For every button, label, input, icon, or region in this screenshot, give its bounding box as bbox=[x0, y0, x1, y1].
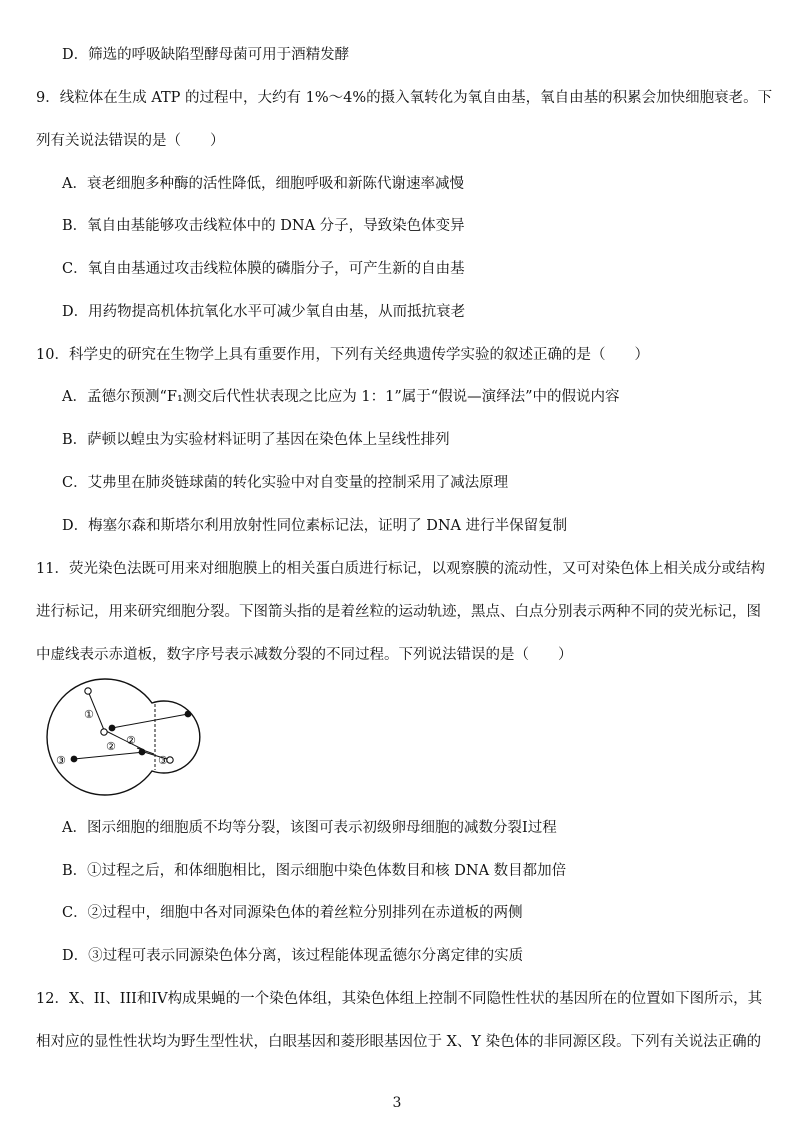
trajectory-3 bbox=[112, 714, 188, 728]
q11-stem-line1: 11．荧光染色法既可用来对细胞膜上的相关蛋白质进行标记，以观察膜的流动性，又可对染色体上相关成分或结构 bbox=[36, 561, 765, 577]
label-process-3b: ③ bbox=[158, 754, 168, 767]
q9-stem-line2: 列有关说法错误的是（ ） bbox=[36, 133, 225, 149]
q10-option-b: B．萨顿以蝗虫为实验材料证明了基因在染色体上呈线性排列 bbox=[62, 432, 450, 448]
q10-option-d: D．梅塞尔森和斯塔尔利用放射性同位素标记法，证明了 DNA 进行半保留复制 bbox=[62, 518, 568, 534]
q11-option-c: C．②过程中，细胞中各对同源染色体的着丝粒分别排列在赤道板的两侧 bbox=[62, 905, 523, 921]
label-process-2b: ② bbox=[126, 734, 136, 747]
label-process-3a: ③ bbox=[56, 754, 66, 767]
black-marker-lower bbox=[139, 749, 146, 756]
black-marker-left bbox=[71, 756, 78, 763]
q10-option-a: A．孟德尔预测“F₁测交后代性状表现之比应为 1：1”属于“假说—演绎法”中的假说内容 bbox=[62, 389, 620, 405]
q10-option-c: C．艾弗里在肺炎链球菌的转化实验中对自变量的控制采用了减法原理 bbox=[62, 475, 509, 491]
label-process-2a: ② bbox=[106, 740, 116, 753]
q12-stem-line1: 12．X、II、III和IV构成果蝇的一个染色体组，其染色体组上控制不同隐性性状的基因所在的位置如下图所示，其 bbox=[36, 991, 763, 1007]
white-marker-top bbox=[85, 688, 91, 694]
q9-option-a: A．衰老细胞多种酶的活性降低，细胞呼吸和新陈代谢速率减慢 bbox=[62, 176, 464, 192]
q11-option-b: B．①过程之后，和体细胞相比，图示细胞中染色体数目和核 DNA 数目都加倍 bbox=[62, 863, 567, 879]
q11-option-d: D．③过程可表示同源染色体分离，该过程能体现孟德尔分离定律的实质 bbox=[62, 948, 524, 964]
q12-stem-line2: 相对应的显性性状均为野生型性状，白眼基因和菱形眼基因位于 X、Y 染色体的非同源区段。下列有关说法正确的 bbox=[36, 1034, 762, 1050]
black-marker-right bbox=[185, 711, 192, 718]
q11-stem-line3: 中虚线表示赤道板，数字序号表示减数分裂的不同过程。下列说法错误的是（ ） bbox=[36, 647, 573, 663]
q9-option-d: D．用药物提高机体抗氧化水平可减少氧自由基，从而抵抗衰老 bbox=[62, 304, 466, 320]
q11-option-a: A．图示细胞的细胞质不均等分裂，该图可表示初级卵母细胞的减数分裂I过程 bbox=[62, 820, 557, 836]
black-marker-center bbox=[109, 725, 116, 732]
q11-stem-line2: 进行标记，用来研究细胞分裂。下图箭头指的是着丝粒的运动轨迹，黑点、白点分别表示两种不同的荧光标记，图 bbox=[36, 604, 761, 620]
q10-stem-line1: 10．科学史的研究在生物学上具有重要作用，下列有关经典遗传学实验的叙述正确的是（ ） bbox=[36, 347, 649, 363]
trajectory-4 bbox=[74, 752, 144, 759]
cell-division-diagram bbox=[34, 672, 214, 802]
page-number: 3 bbox=[392, 1095, 402, 1111]
q9-option-b: B．氧自由基能够攻击线粒体中的 DNA 分子，导致染色体变异 bbox=[62, 218, 465, 234]
white-marker-center bbox=[101, 729, 107, 735]
cell-membrane bbox=[47, 679, 200, 795]
q9-stem-line1: 9．线粒体在生成 ATP 的过程中，大约有 1%～4%的摄入氧转化为氧自由基，氧自由基的积累会加快细胞衰老。下 bbox=[36, 90, 773, 106]
label-process-1: ① bbox=[84, 708, 94, 721]
q9-option-c: C．氧自由基通过攻击线粒体膜的磷脂分子，可产生新的自由基 bbox=[62, 261, 465, 277]
q8-option-d: D．筛选的呼吸缺陷型酵母菌可用于酒精发酵 bbox=[62, 47, 350, 63]
